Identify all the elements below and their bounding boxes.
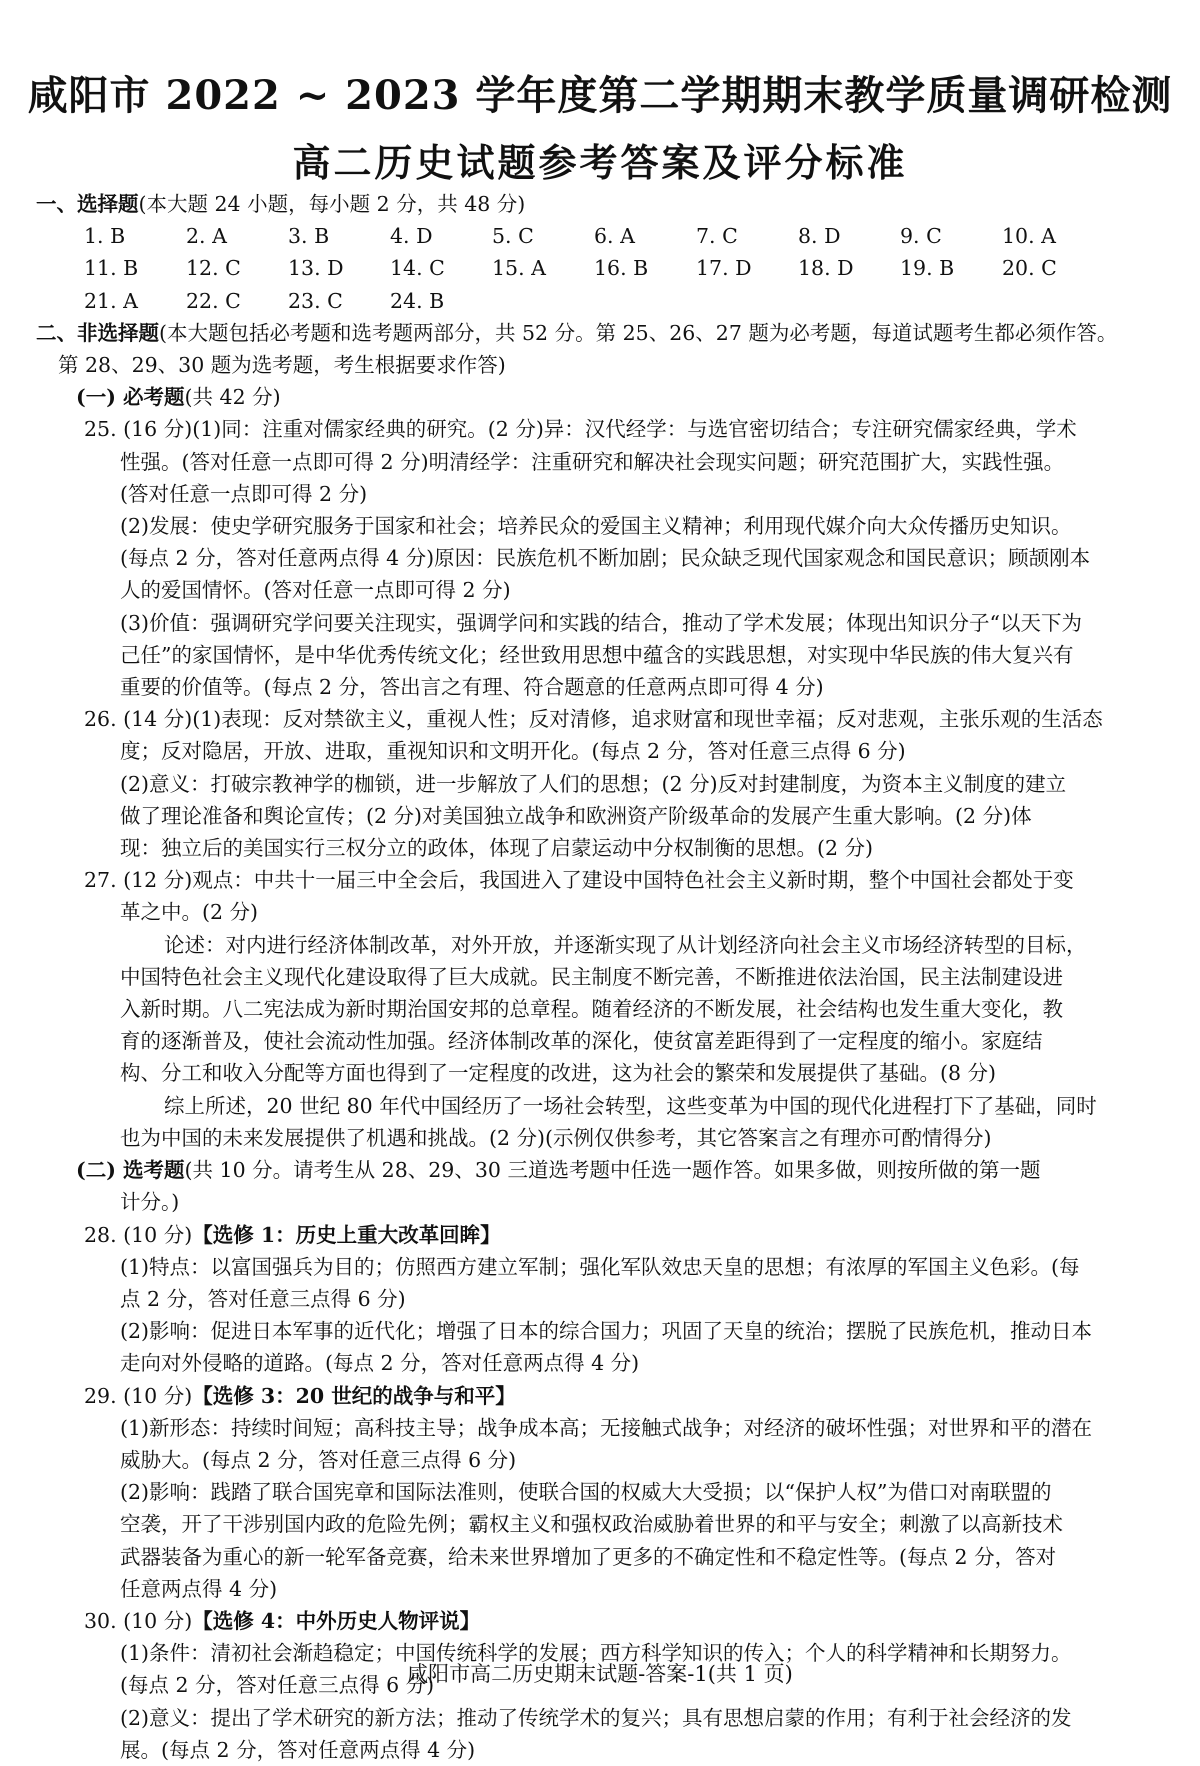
q27-line [36, 864, 1176, 896]
section2-note-cont: 第 28、29、30 题为选考题，考生根据要求作答) [58, 353, 506, 378]
q26-line: 现：独立后的美国实行三权分立的政体，体现了启蒙运动中分权制衡的思想。(2 分) [120, 836, 874, 861]
part2-note-cont: 计分。) [120, 1190, 180, 1215]
mc-answer: 22. C [186, 288, 241, 313]
part2-label: (二) 选考题 [76, 1158, 185, 1183]
page-footer: 咸阳市高二历史期末试题-答案-1(共 1 页) [407, 1662, 793, 1686]
mc-answer: 14. C [390, 256, 445, 281]
mc-answer: 23. C [288, 288, 343, 313]
part1-note: (共 42 分) [184, 385, 281, 410]
q29-head: 29. (10 分) [84, 1383, 193, 1408]
q27-line: 论述：对内进行经济体制改革，对外开放，并逐渐实现了从计划经济向社会主义市场经济转型的目标， [164, 932, 1087, 957]
q25-line: (答对任意一点即可得 2 分) [120, 481, 368, 506]
q25-line: (3)价值：强调研究学问要关注现实，强调学问和实践的结合，推动了学术发展；体现出知识分子“以天下为 [120, 610, 1083, 635]
q29-line: (1)新形态：持续时间短；高科技主导；战争成本高；无接触式战争；对经济的破坏性强；对世界和平的潜在 [120, 1415, 1093, 1440]
q27-line: 中国特色社会主义现代化建设取得了巨大成就。民主制度不断完善，不断推进依法治国，民主法制建设进 [120, 964, 1063, 989]
mc-answer: 9. C [900, 224, 942, 249]
mc-answer: 19. B [900, 256, 955, 281]
mc-answer: 11. B [84, 256, 139, 281]
mc-answer: 13. D [288, 256, 344, 281]
q26-line: 做了理论准备和舆论宣传；(2 分)对美国独立战争和欧洲资产阶级革命的发展产生重大影响。(2 分)体 [120, 803, 1032, 828]
mc-answer: 1. B [84, 224, 126, 249]
q27-line: 也为中国的未来发展提供了机遇和挑战。(2 分)(示例仅供参考，其它答案言之有理亦可酌情得分) [120, 1125, 992, 1150]
q30-line: 展。(每点 2 分，答对任意两点得 4 分) [120, 1737, 476, 1762]
q29-line: 任意两点得 4 分) [120, 1576, 278, 1601]
q28-line: (2)影响：促进日本军事的近代化；增强了日本的综合国力；巩固了天皇的统治；摆脱了民族危机，推动日本 [120, 1319, 1093, 1344]
q25-head: 25. (16 分) [84, 417, 193, 442]
q26-line: 度；反对隐居，开放、进取，重视知识和文明开化。(每点 2 分，答对任意三点得 6 分) [120, 739, 906, 764]
q27-line: 构、分工和收入分配等方面也得到了一定程度的改进，这为社会的繁荣和发展提供了基础。(8 分) [120, 1061, 997, 1086]
q27-line: 育的逐渐普及，使社会流动性加强。经济体制改革的深化，使贫富差距得到了一定程度的缩小。家庭结 [120, 1029, 1043, 1054]
mc-answers-row-2 [36, 252, 1176, 284]
q30-line: (2)意义：提出了学术研究的新方法；推动了传统学术的复兴；具有思想启蒙的作用；有利于社会经济的发 [120, 1705, 1072, 1730]
q25-text: (1)同：注重对儒家经典的研究。(2 分)异：汉代经学：与选官密切结合；专注研究儒家经典，学术 [192, 417, 1077, 442]
mc-answer: 8. D [798, 224, 841, 249]
section2-heading [36, 317, 1176, 349]
section1-label: 一、选择题 [36, 192, 139, 216]
mc-answer: 18. D [798, 256, 854, 281]
q28-title: 【选修 1：历史上重大改革回眸】 [192, 1222, 501, 1247]
part1-label: (一) 必考题 [76, 385, 185, 410]
q27-line: 革之中。(2 分) [120, 900, 259, 925]
mc-answer: 24. B [390, 288, 445, 313]
section2-note: (本大题包括必考题和选考题两部分，共 52 分。第 25、26、27 题为必考题，每道试题考生都必须作答。 [159, 320, 1118, 345]
part1-heading [36, 381, 1176, 413]
q28-line: 走向对外侵略的道路。(每点 2 分，答对任意两点得 4 分) [120, 1351, 640, 1376]
q26-line: (2)意义：打破宗教神学的枷锁，进一步解放了人们的思想；(2 分)反对封建制度，为资本主义制度的建立 [120, 771, 1067, 796]
q29-line: 威胁大。(每点 2 分，答对任意三点得 6 分) [120, 1447, 517, 1472]
mc-answer: 15. A [492, 256, 546, 281]
q25-line: (每点 2 分，答对任意两点得 4 分)原因：民族危机不断加剧；民众缺乏现代国家观念和国民意识；顾颉刚本 [120, 546, 1091, 571]
q29-line: (2)影响：践踏了联合国宪章和国际法准则，使联合国的权威大大受损；以“保护人权”为借口对南联盟的 [120, 1480, 1052, 1505]
q28-line: (1)特点：以富国强兵为目的；仿照西方建立军制；强化军队效忠天皇的思想；有浓厚的军国主义色彩。(每 [120, 1254, 1080, 1279]
q29-line: 空袭，开了干涉别国内政的危险先例；霸权主义和强权政治威胁着世界的和平与安全；刺激了以高新技术 [120, 1512, 1063, 1537]
q27-line: 入新时期。八二宪法成为新时期治国安邦的总章程。随着经济的不断发展，社会结构也发生重大变化，教 [120, 997, 1063, 1022]
mc-answer: 10. A [1002, 224, 1056, 249]
q29-title: 【选修 3：20 世纪的战争与和平】 [192, 1383, 516, 1408]
q30-line: (每点 2 分，答对任意三点得 6 分) [120, 1673, 435, 1698]
mc-answer: 5. C [492, 224, 534, 249]
q28-head: 28. (10 分) [84, 1222, 193, 1247]
mc-answer: 2. A [186, 224, 227, 249]
page-title: 咸阳市 2022 ~ 2023 学年度第二学期期末教学质量调研检测 [27, 72, 1173, 119]
q25-line: 重要的价值等。(每点 2 分，答出言之有理、符合题意的任意两点即可得 4 分) [120, 675, 824, 700]
q26-head: 26. (14 分) [84, 707, 193, 732]
q26-text: (1)表现：反对禁欲主义，重视人性；反对清修，追求财富和现世幸福；反对悲观，主张乐观的生活态 [192, 707, 1103, 732]
q29-heading [36, 1380, 1176, 1412]
q27-head: 27. (12 分) [84, 868, 193, 893]
page-subtitle: 高二历史试题参考答案及评分标准 [292, 140, 908, 185]
part2-heading [36, 1154, 1176, 1186]
mc-answer: 12. C [186, 256, 241, 281]
mc-answers-row-3 [36, 285, 1176, 317]
section1-heading [36, 188, 1176, 220]
mc-answer: 21. A [84, 288, 138, 313]
mc-answer: 7. C [696, 224, 738, 249]
section2-label: 二、非选择题 [36, 320, 159, 345]
q29-line: 武器装备为重心的新一轮军备竞赛，给未来世界增加了更多的不确定性和不稳定性等。(每点 2 分，答对 [120, 1544, 1057, 1569]
mc-answers-row-1 [36, 220, 1176, 252]
q30-line: (1)条件：清初社会渐趋稳定；中国传统科学的发展；西方科学知识的传入；个人的科学精神和长期努力。 [120, 1641, 1072, 1666]
mc-answer: 3. B [288, 224, 330, 249]
q28-line: 点 2 分，答对任意三点得 6 分) [120, 1286, 406, 1311]
q30-head: 30. (10 分) [84, 1608, 193, 1633]
q30-heading [36, 1605, 1176, 1637]
mc-answer: 20. C [1002, 256, 1057, 281]
part2-note: (共 10 分。请考生从 28、29、30 三道选考题中任选一题作答。如果多做，则按所做的第一题 [184, 1158, 1041, 1183]
section1-note: (本大题 24 小题，每小题 2 分，共 48 分) [138, 192, 526, 216]
q25-line: (2)发展：使史学研究服务于国家和社会；培养民众的爱国主义精神；利用现代媒介向大众传播历史知识。 [120, 514, 1072, 539]
q30-title: 【选修 4：中外历史人物评说】 [192, 1608, 481, 1633]
q25-line [36, 413, 1176, 445]
mc-answer: 6. A [594, 224, 635, 249]
q28-heading [36, 1219, 1176, 1251]
mc-answer: 4. D [390, 224, 433, 249]
q26-line [36, 703, 1176, 735]
q27-line: 综上所述，20 世纪 80 年代中国经历了一场社会转型，这些变革为中国的现代化进程打下了基础，同时 [164, 1093, 1097, 1118]
q25-line: 人的爱国情怀。(答对任意一点即可得 2 分) [120, 578, 511, 603]
q27-text: 观点：中共十一届三中全会后，我国进入了建设中国特色社会主义新时期，整个中国社会都处于变 [192, 868, 1074, 893]
answer-content [36, 188, 1176, 1766]
mc-answer: 16. B [594, 256, 649, 281]
q25-line: 己任”的家国情怀，是中华优秀传统文化；经世致用思想中蕴含的实践思想，对实现中华民族的伟大复兴有 [120, 642, 1074, 667]
mc-answer: 17. D [696, 256, 752, 281]
q25-line: 性强。(答对任意一点即可得 2 分)明清经学：注重研究和解决社会现实问题；研究范围扩大，实践性强。 [120, 449, 1065, 474]
